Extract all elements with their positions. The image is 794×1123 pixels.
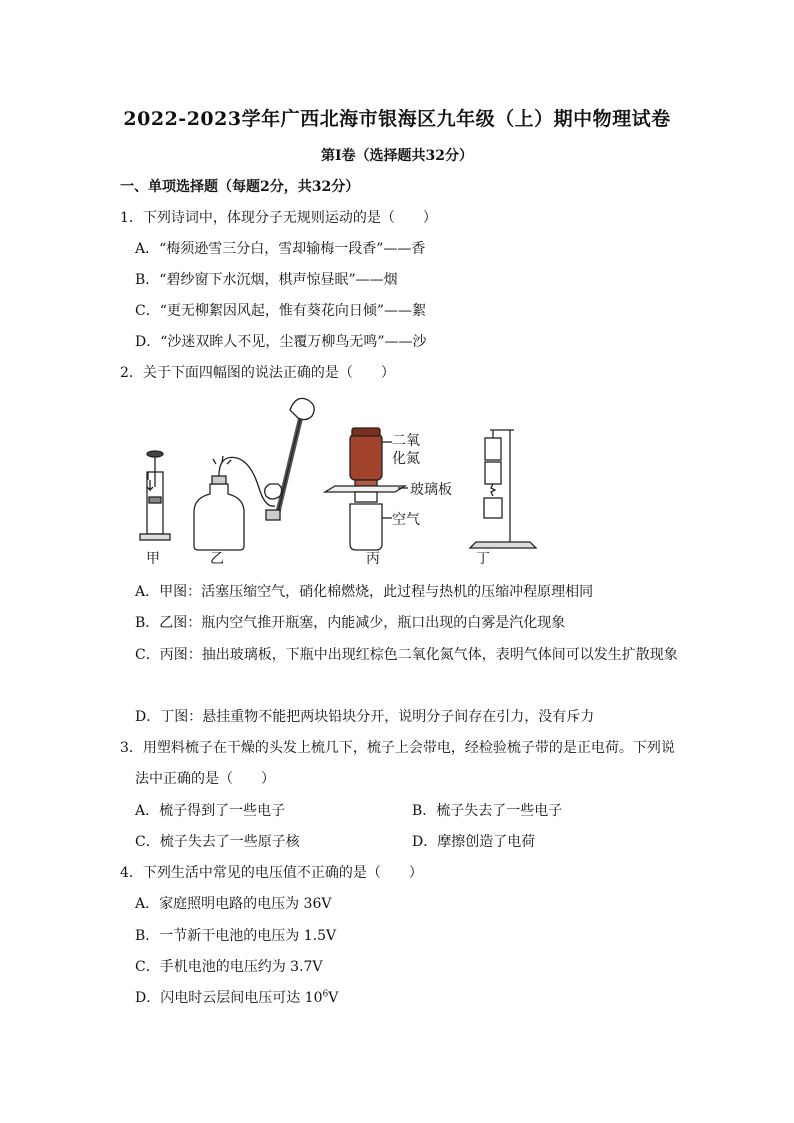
page-title: 2022-2023学年广西北海市银海区九年级（上）期中物理试卷 (123, 108, 671, 130)
glass-plate-label: 玻璃板 (410, 482, 452, 498)
q2-option-d: D．丁图：悬挂重物不能把两块铅块分开，说明分子间存在引力，没有斥力 (135, 709, 595, 725)
q4-stem: 4．下列生活中常见的电压值不正确的是（ ） (120, 865, 423, 881)
q3-stem-line1: 3．用塑料梳子在干燥的头发上梳几下，梳子上会带电，经检验梳子带的是正电荷。下列说 (120, 740, 675, 756)
q1-option-a: A．“梅须逊雪三分白，雪却输梅一段香”——香 (135, 241, 426, 257)
figure-label-d: 丁 (476, 551, 490, 567)
figure-label-b: 乙 (210, 551, 224, 567)
lead-blocks-apparatus (470, 430, 536, 548)
bottle-pump-apparatus (194, 398, 314, 550)
q4-option-d (135, 987, 338, 1007)
q1-option-b: B．“碧纱窗下水沉烟，棋声惊昼眠”——烟 (135, 272, 398, 288)
q4-option-d-text: D．闪电时云层间电压可达 10 (135, 990, 323, 1006)
q3-option-c: C．梳子失去了一些原子核 (135, 834, 300, 850)
q2-stem: 2．关于下面四幅图的说法正确的是（ ） (120, 365, 395, 381)
q4-option-d-unit: V (328, 990, 339, 1006)
q2-option-b: B．乙图：瓶内空气推开瓶塞，内能减少，瓶口出现的白雾是汽化现象 (135, 615, 566, 631)
q1-option-c: C．“更无柳絮因风起，惟有葵花向日倾”——絮 (135, 303, 427, 319)
q2-option-a: A．甲图：活塞压缩空气，硝化棉燃烧，此过程与热机的压缩冲程原理相同 (135, 584, 594, 600)
figure-label-c: 丙 (366, 551, 380, 567)
figure-label-a: 甲 (146, 551, 160, 567)
no2-label-line2: 化氮 (392, 451, 420, 467)
q4-option-b: B．一节新干电池的电压为 1.5V (135, 928, 337, 944)
section-heading: 一、单项选择题（每题2分，共32分） (120, 179, 360, 195)
q3-option-a: A．梳子得到了一些电子 (135, 803, 286, 819)
q4-option-d-exponent: 6 (322, 989, 329, 1000)
q4-option-a: A．家庭照明电路的电压为 36V (135, 896, 332, 912)
q3-stem-line2: 法中正确的是（ ） (135, 771, 275, 787)
q3-option-b: B．梳子失去了一些电子 (412, 803, 563, 819)
q2-figure (130, 392, 570, 572)
q3-option-d: D．摩擦创造了电荷 (412, 834, 536, 850)
no2-label-line1: 二氧 (392, 433, 420, 449)
air-label: 空气 (392, 512, 420, 528)
q4-option-c: C．手机电池的电压约为 3.7V (135, 959, 323, 975)
volume-subtitle: 第Ⅰ卷（选择题共32分） (320, 148, 474, 164)
q1-stem: 1．下列诗词中，体现分子无规则运动的是（ ） (120, 210, 437, 226)
q2-option-c: C．丙图：抽出玻璃板，下瓶中出现红棕色二氧化氮气体，表明气体间可以发生扩散现象 (135, 647, 678, 663)
piston-apparatus (140, 451, 170, 540)
q1-option-d: D．“沙迷双眸人不见，尘覆万柳鸟无鸣”——沙 (135, 334, 427, 350)
apparatus-drawing (130, 392, 570, 572)
